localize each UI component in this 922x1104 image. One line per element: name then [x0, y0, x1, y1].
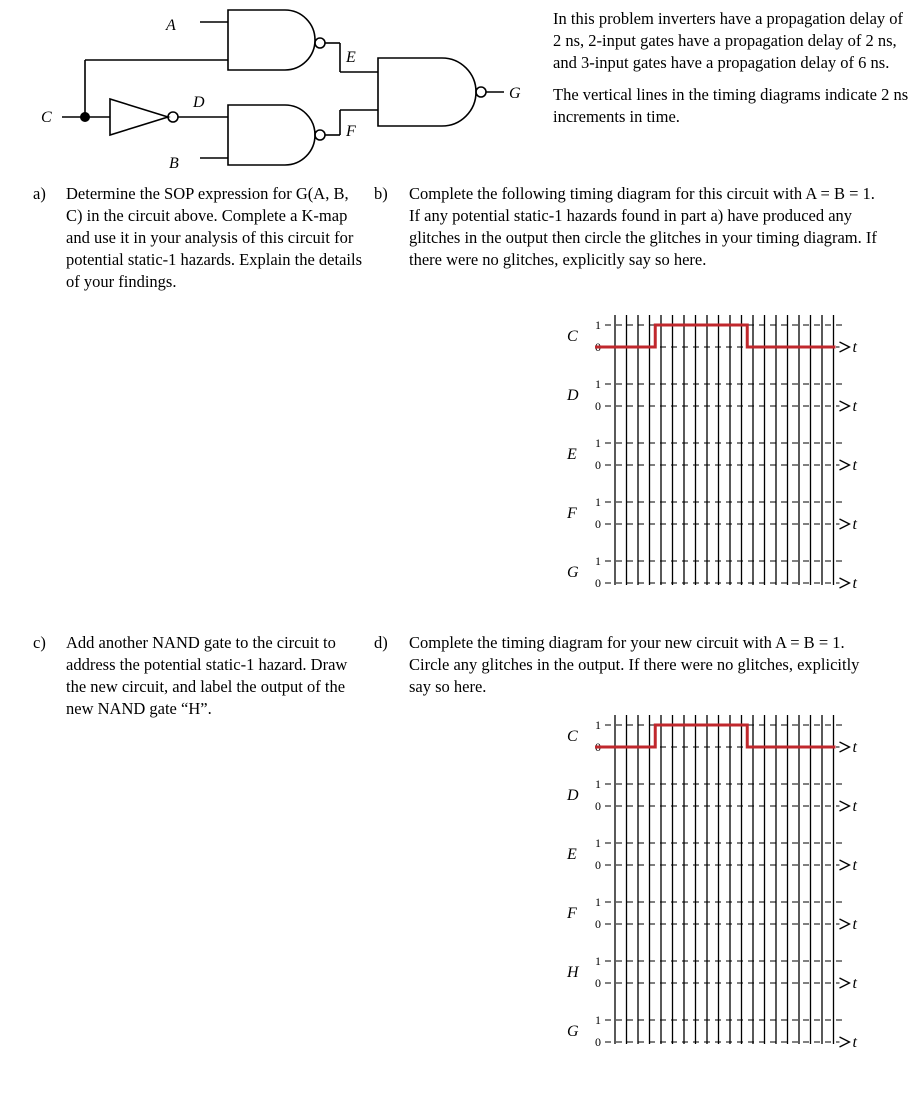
intro-paragraph-2: The vertical lines in the timing diagrams indicate 2 ns increments in time.: [553, 85, 909, 126]
question-c-text: Add another NAND gate to the circuit to address the potential static-1 hazard. Draw the new circuit, and label the output of the new NAND gate “H”.: [66, 633, 348, 718]
timing-d-level-1-label: 1: [595, 895, 601, 909]
question-d-text: Complete the timing diagram for your new circuit with A = B = 1. Circle any glitches in the output. If there were no glitches, explicitly say so here.: [409, 633, 860, 696]
timing-d-level-1-label: 1: [595, 1013, 601, 1027]
timing-d-level-1-label: 1: [595, 836, 601, 850]
timing-d-level-0-label: 0: [595, 799, 601, 813]
timing-d-level-0-label: 0: [595, 1035, 601, 1049]
timing-b-level-0-label: 0: [595, 458, 601, 472]
label-d: D: [193, 94, 205, 111]
timing-d-level-0-label: 0: [595, 917, 601, 931]
nand-gate-f: [228, 105, 315, 165]
nand-gate-e: [228, 10, 315, 70]
timing-d-axis-label: t: [852, 739, 857, 756]
timing-d-axis-label: t: [852, 1034, 857, 1051]
timing-b-level-1-label: 1: [595, 436, 601, 450]
timing-b-axis-arrow-icon: [840, 460, 850, 470]
timing-b-level-0-label: 0: [595, 576, 601, 590]
timing-b-signal-label: F: [567, 505, 577, 522]
timing-d-level-0-label: 0: [595, 976, 601, 990]
timing-d-axis-label: t: [852, 916, 857, 933]
timing-b-axis-arrow-icon: [840, 342, 850, 352]
timing-d-signal-label: G: [567, 1023, 579, 1040]
timing-b-signal-label: D: [567, 387, 579, 404]
timing-b-signal-label: G: [567, 564, 579, 581]
question-a-text: Determine the SOP expression for G(A, B, C) in the circuit above. Complete a K-map and use it in your analysis of this circuit for potential static-1 hazards. Explain the details of your findings.: [66, 184, 362, 291]
timing-d-axis-arrow-icon: [840, 801, 850, 811]
inverter: [110, 99, 168, 135]
timing-b-axis-label: t: [852, 516, 857, 533]
timing-d-axis-label: t: [852, 857, 857, 874]
timing-b-axis-label: t: [852, 575, 857, 592]
timing-d-level-1-label: 1: [595, 777, 601, 791]
intro-paragraph-1: In this problem inverters have a propagation delay of 2 ns, 2-input gates have a propagation delay of 2 ns, and 3-input gates have a propagation delay of 6 ns.: [553, 9, 904, 72]
timing-d-signal-label: D: [567, 787, 579, 804]
question-c-label: c): [33, 633, 46, 652]
question-b-text: Complete the following timing diagram for this circuit with A = B = 1. If any potential static-1 hazards found in part a) have produced any glitches in the output then circle the glitches in your timing diagram. If there were no glitches, explicitly say so here.: [409, 184, 877, 269]
timing-b-signal-label: C: [567, 328, 578, 345]
timing-b-level-1-label: 1: [595, 377, 601, 391]
timing-d-signal-label: H: [567, 964, 579, 981]
timing-d-level-0-label: 0: [595, 858, 601, 872]
nand-gate-g: [378, 58, 476, 126]
label-g: G: [509, 85, 521, 102]
timing-d-axis-arrow-icon: [840, 919, 850, 929]
intro-text: [553, 8, 913, 128]
timing-d-level-1-label: 1: [595, 954, 601, 968]
label-e: E: [346, 49, 356, 66]
timing-b-axis-label: t: [852, 457, 857, 474]
timing-b-axis-arrow-icon: [840, 578, 850, 588]
timing-b-axis-arrow-icon: [840, 401, 850, 411]
timing-b-axis-label: t: [852, 339, 857, 356]
label-b: B: [169, 155, 179, 172]
timing-d-axis-arrow-icon: [840, 742, 850, 752]
timing-d-signal-label: C: [567, 728, 578, 745]
question-b-label: b): [374, 184, 388, 203]
label-c: C: [41, 109, 52, 126]
timing-b-level-1-label: 1: [595, 495, 601, 509]
circuit-diagram: [0, 0, 540, 180]
timing-b-signal-label: E: [567, 446, 577, 463]
junction-dot: [80, 112, 90, 122]
timing-b-level-0-label: 0: [595, 340, 601, 354]
label-a: A: [166, 17, 176, 34]
timing-d-signal-label: F: [567, 905, 577, 922]
timing-d-signal-label: E: [567, 846, 577, 863]
question-d-label: d): [374, 633, 388, 652]
timing-d-level-1-label: 1: [595, 718, 601, 732]
timing-d-axis-label: t: [852, 975, 857, 992]
label-f: F: [346, 123, 356, 140]
timing-diagram-b: [555, 305, 895, 595]
timing-b-level-0-label: 0: [595, 399, 601, 413]
timing-b-level-1-label: 1: [595, 318, 601, 332]
timing-b-level-1-label: 1: [595, 554, 601, 568]
timing-b-axis-label: t: [852, 398, 857, 415]
timing-d-level-0-label: 0: [595, 740, 601, 754]
timing-d-axis-arrow-icon: [840, 978, 850, 988]
timing-b-axis-arrow-icon: [840, 519, 850, 529]
question-a-label: a): [33, 184, 46, 203]
timing-d-axis-label: t: [852, 798, 857, 815]
timing-b-level-0-label: 0: [595, 517, 601, 531]
timing-d-axis-arrow-icon: [840, 1037, 850, 1047]
timing-diagram-d: [555, 705, 895, 1055]
timing-d-axis-arrow-icon: [840, 860, 850, 870]
